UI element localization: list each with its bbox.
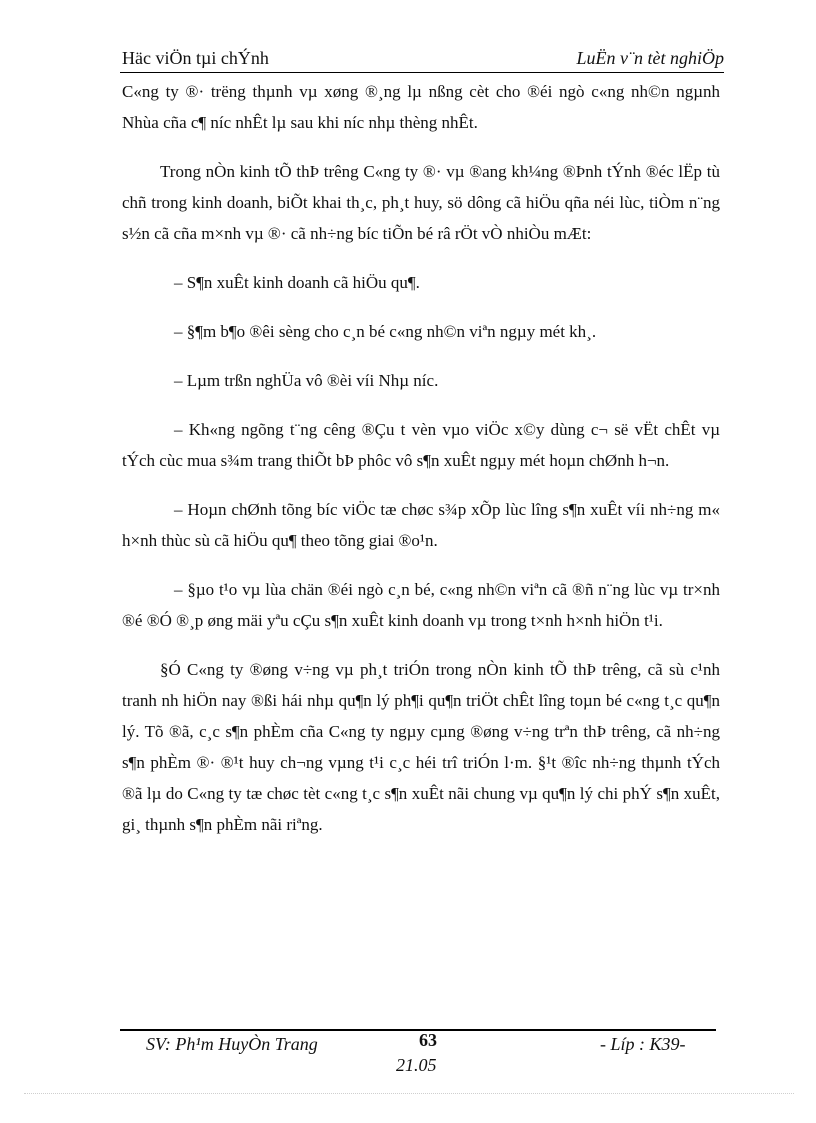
footer-author: SV: Ph¹m HuyÒn Trang [146, 1034, 318, 1054]
paragraph-conclusion: §Ó C«ng ty ®øng v÷ng vµ ph¸t triÓn trong nÒn kinh tÕ thÞ trêng, cã sù c¹nh tranh nh hiÖn nay ®ßi hái nhµ qu¶n lý ph¶i qu¶n triÖt chÊt lîng toµn bé c«ng t¸c qu¶n lý. Tõ ®ã, c¸c s¶n phÈm cña C«ng ty ngµy cµng ®øng v÷ng trªn thÞ trêng, cã nh÷ng s¶n phÈm ®· ®¹t huy ch¬ng vµng t¹i c¸c héi trî triÓn l·m. §¹t ®îc nh÷ng thµnh tÝch ®ã lµ do C«ng ty tæ chøc tèt c«ng t¸c s¶n xuÊt nãi chung vµ qu¶n lý chi phÝ s¶n xuÊt, gi¸ thµnh s¶n phÈm nãi riªng. [122, 660, 720, 834]
header-rule [120, 72, 724, 73]
header-institution: Häc viÖn tµi chÝnh [122, 48, 269, 68]
bullet-item: – Lµm trßn nghÜa vô ®èi víi Nhµ níc. [174, 371, 439, 390]
paragraph-market: Trong nÒn kinh tÕ thÞ trêng C«ng ty ®· vµ ®ang kh¼ng ®Þnh tÝnh ®éc lËp tù chñ trong kinh doanh, biÕt khai th¸c, ph¸t huy, sö dông cã hiÖu qña néi lùc, tiÒm n¨ng s½n cã cña m×nh vµ ®· cã nh÷ng bíc tiÕn bé râ rÖt vÒ nhiÒu mÆt: [122, 162, 720, 243]
footer-code: 21.05 [396, 1055, 437, 1075]
page-number: 63 [419, 1030, 437, 1050]
bullet-item: – S¶n xuÊt kinh doanh cã hiÖu qu¶. [174, 273, 420, 292]
header-thesis-title: LuËn v¨n tèt nghiÖp [576, 48, 724, 68]
footer-class: - Líp : K39- [600, 1034, 686, 1054]
footer-rule [120, 1029, 716, 1031]
bullet-item: – §µo t¹o vµ lùa chän ®éi ngò c¸n bé, c«ng nh©n viªn cã ®ñ n¨ng lùc vµ tr×nh ®é ®Ó ®¸p øng mäi yªu cÇu s¶n xuÊt kinh doanh vµ trong t×nh h×nh hiÖn t¹i. [122, 580, 720, 630]
document-body [122, 76, 720, 840]
page-edge-divider [24, 1093, 794, 1094]
bullet-item: – §¶m b¶o ®êi sèng cho c¸n bé c«ng nh©n viªn ngµy mét kh¸. [174, 322, 597, 341]
bullet-item: – Hoµn chØnh tõng bíc viÖc tæ chøc s¾p xÕp lùc lîng s¶n xuÊt víi nh÷ng m« h×nh thùc sù cã hiÖu qu¶ theo tõng giai ®o¹n. [122, 500, 720, 550]
bullet-item: – Kh«ng ngõng t¨ng cêng ®Çu t vèn vµo viÖc x©y dùng c¬ së vËt chÊt vµ tÝch cùc mua s¾m trang thiÕt bÞ phôc vô s¶n xuÊt ngµy mét hoµn chØnh h¬n. [122, 420, 720, 470]
paragraph-intro: C«ng ty ®· trëng thµnh vµ xøng ®¸ng lµ nßng cèt cho ®éi ngò c«ng nh©n ngµnh Nhùa cña c¶ níc nhÊt lµ sau khi níc nhµ thèng nhÊt. [122, 82, 720, 132]
